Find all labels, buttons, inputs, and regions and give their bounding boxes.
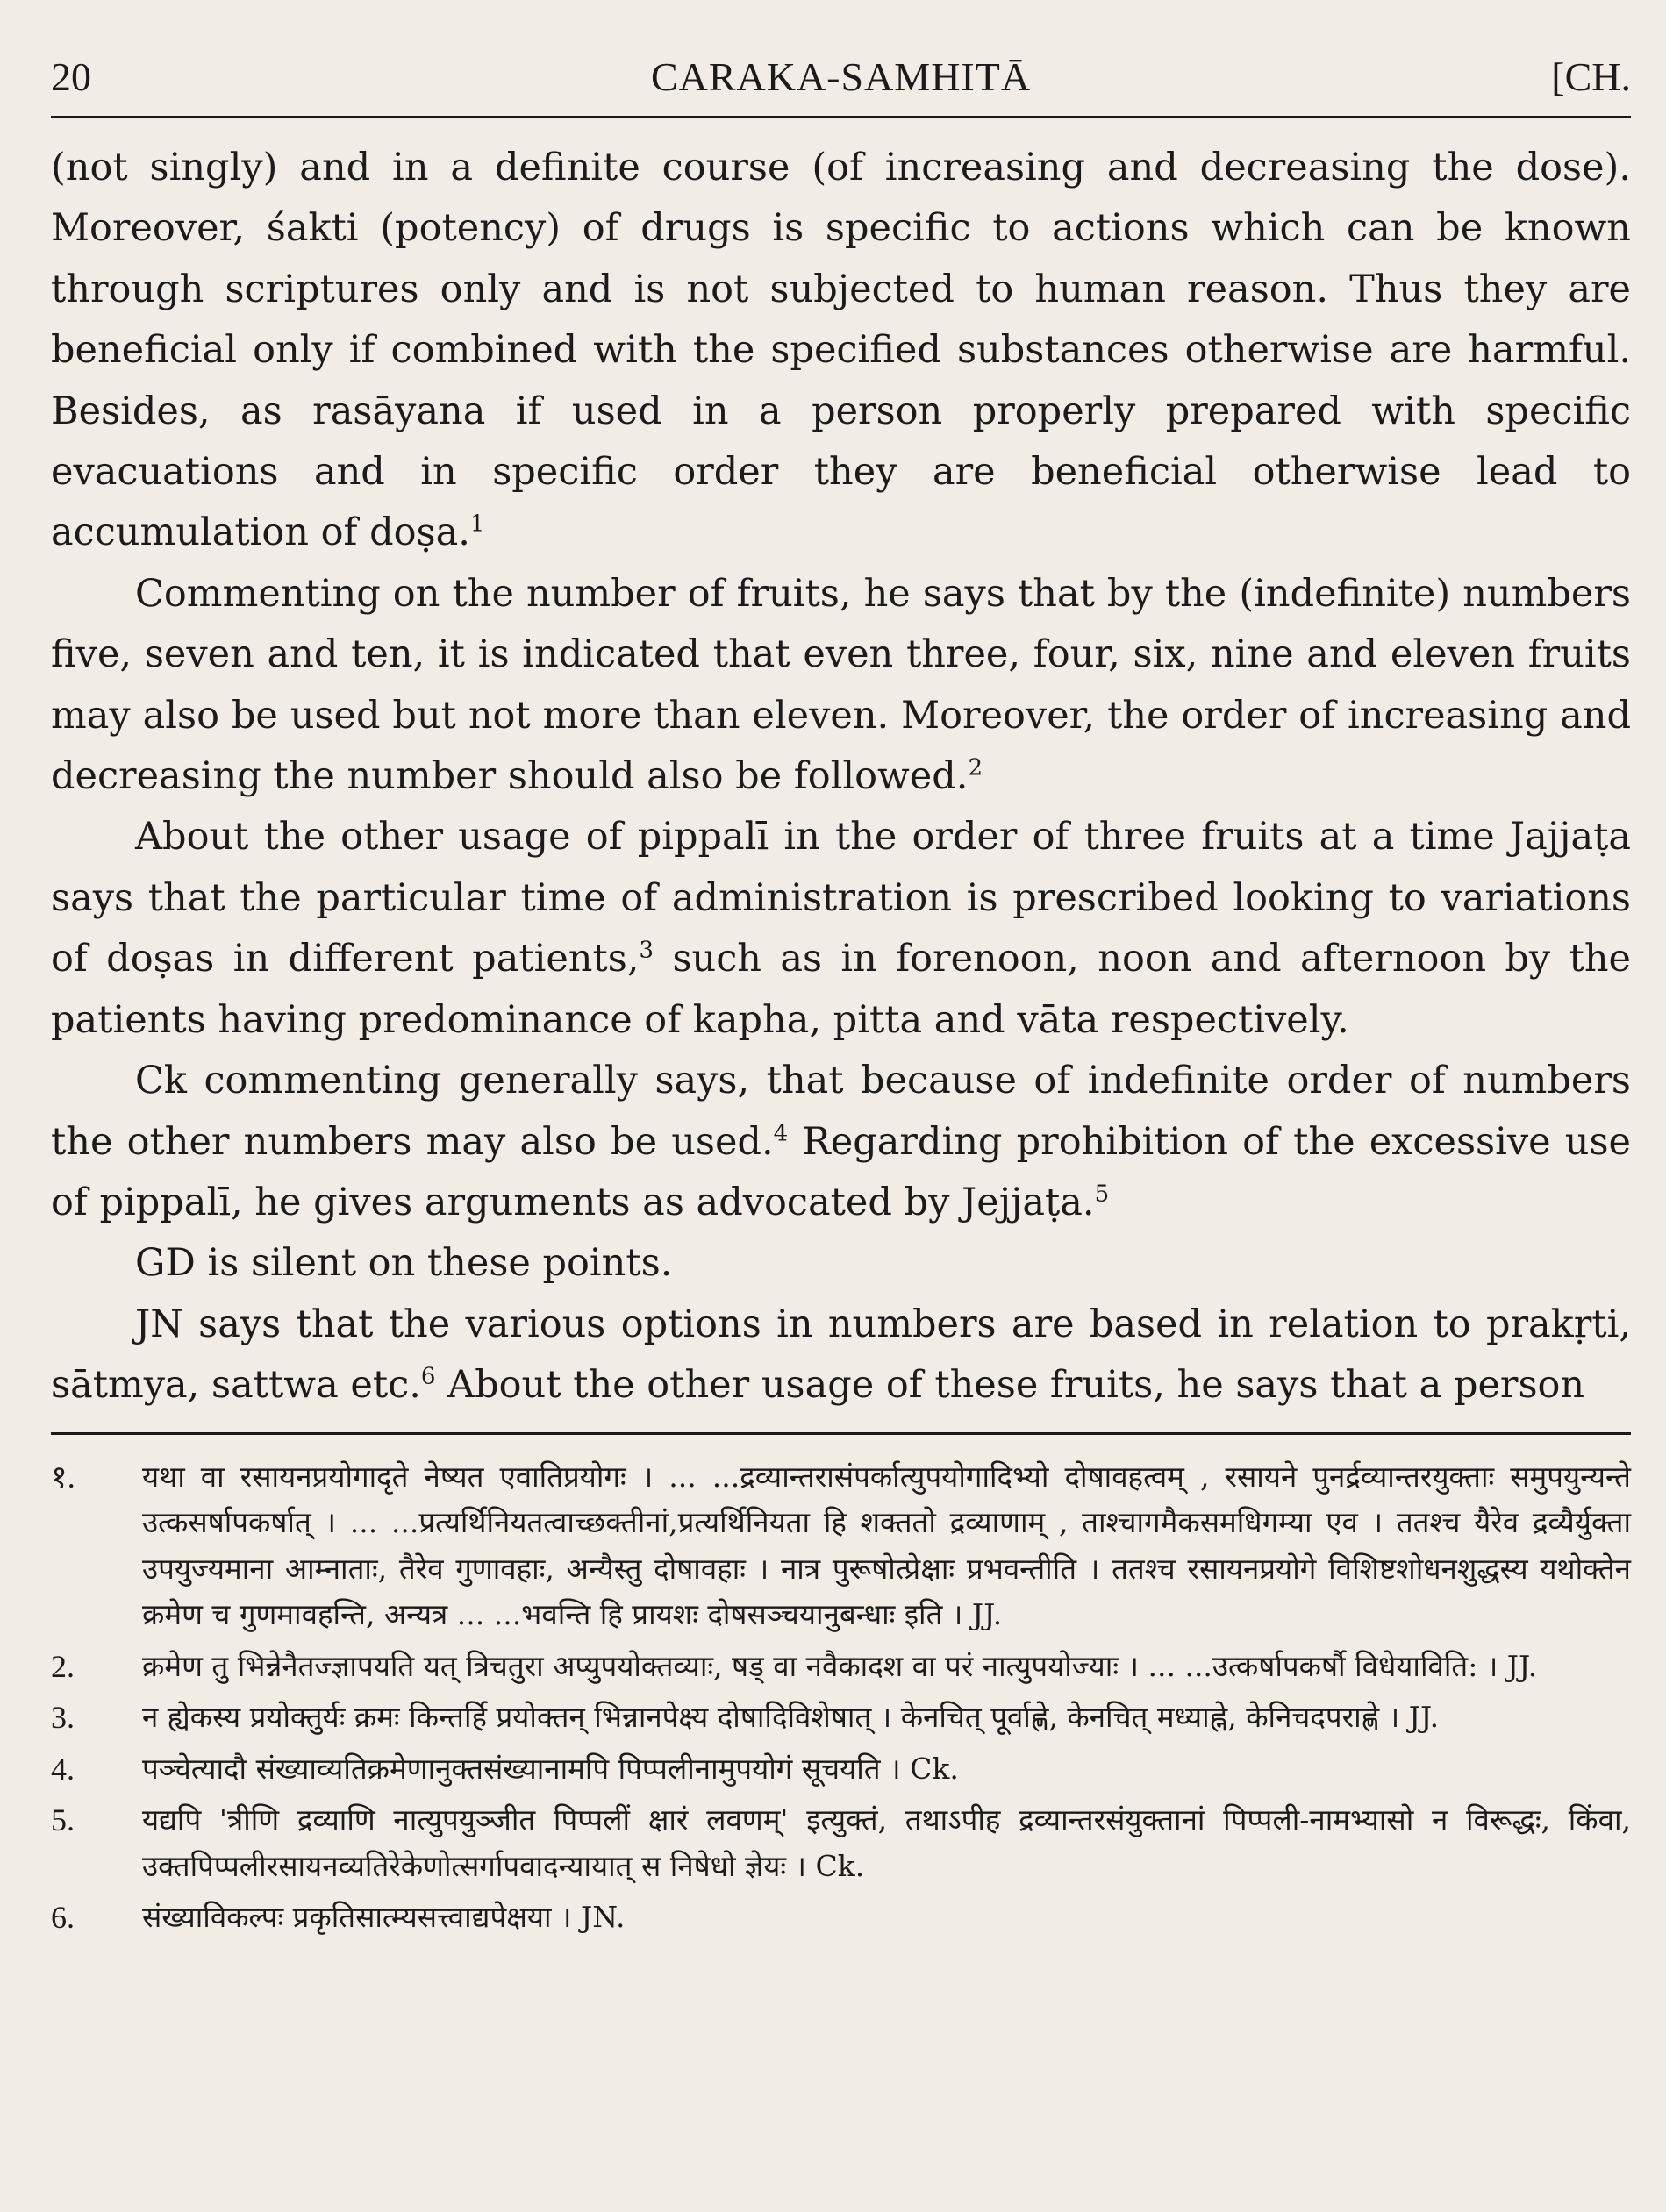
page-number: 20 (51, 54, 91, 99)
footnote-ref: 2 (968, 754, 983, 781)
paragraph: Commenting on the number of fruits, he says that by the (indefinite) numbers five, seven and ten, it is indicated that even three, four, six, nine and eleven fruits may also be used but not more than eleven. Moreover, the order of increasing and decreasing the number should also be followed.$^2$ (51, 571, 1631, 799)
footnote (51, 1695, 1631, 1741)
running-title: CARAKA-SAMHITĀ (650, 54, 1032, 99)
footnote-text: न ह्येकस्य प्रयोक्तुर्यः क्रमः किन्तर्हि प्रयोक्तन् भिन्नानपेक्ष्य दोषादिविशेषात् । केनचित् पूर्वाह्णे, केनचित् मध्याह्ने, केनिचदपराह्णे । JJ. (142, 1700, 1440, 1735)
footnote-text: पञ्चेत्यादौ संख्याव्यतिक्रमेणानुक्तसंख्यानामपि पिप्पलीनामुपयोगं सूचयति । Ck. (142, 1751, 959, 1786)
footnote-text: यथा वा रसायनप्रयोगादृते नेष्यत एवातिप्रयोगः । ... ...द्रव्यान्तरासंपर्कात्युपयोगादिभ्यो दोषावहत्वम् , रसायने पुनर्द्रव्यान्तरयुक्ताः समुपयुन्यन्ते उत्कसर्षापकर्षात् । ... ...प्रत्यर्थिनियतत्वाच्छक्तीनां,प्रत्यर्थिनियता हि शक्ततो द्रव्याणाम् , ताश्चागमैकसमधिगम्या एव । ततश्च यैरेव द्रव्यैर्युक्ता उपयुज्यमाना आम्नाताः, तैरेव गुणावहाः, अन्यैस्तु दोषावहाः । नात्र पुरूषोत्प्रेक्षाः प्रभवन्तीति । ततश्च रसायनप्रयोगे विशिष्टशोधनशुद्धस्य यथोक्तेन क्रमेण च गुणमावहन्ति, अन्यत्र ... ...भवन्ति हि प्रायशः दोषसञ्चयानुबन्धाः इति । JJ. (142, 1459, 1631, 1632)
footnote-ref: 1 (469, 511, 485, 539)
running-header (51, 53, 1631, 114)
footnote-ref: 3 (639, 937, 654, 964)
footnote-number: 2. (51, 1648, 75, 1684)
header-rule (51, 116, 1631, 118)
footnote-ref: 6 (420, 1363, 436, 1390)
footnotes (51, 1454, 1631, 1941)
main-text (51, 138, 1631, 1416)
chapter-marker: [CH. (1551, 54, 1631, 99)
footnote-number: 6. (51, 1900, 75, 1936)
footnote-text: यद्यपि 'त्रीणि द्रव्याणि नात्युपयुञ्जीत पिप्पलीं क्षारं लवणम्' इत्युक्तं, तथाऽपीह द्रव्यान्तरसंयुक्तानां पिप्पली-नामभ्यासो न विरूद्धः, किंवा, उक्तपिप्पलीरसायनव्यतिरेकेणोत्सर्गापवादन्यायात् स निषेधो ज्ञेयः । Ck. (142, 1802, 1631, 1883)
footnote (51, 1454, 1631, 1638)
footnote-rule (51, 1432, 1631, 1435)
footnote (51, 1797, 1631, 1889)
footnote (51, 1894, 1631, 1941)
footnote-text: संख्याविकल्पः प्रकृतिसात्म्यसत्त्वाद्यपेक्षया । JN. (142, 1900, 626, 1935)
footnote (51, 1746, 1631, 1793)
footnote-ref: 4 (773, 1120, 789, 1147)
footnote-ref: 5 (1094, 1181, 1110, 1208)
paragraph: Ck commenting generally says, that because of indefinite order of numbers the other numbers may also be used.$^4$ Regarding prohibition of the excessive use of pippalī, he gives arguments as advocated by Jejjaṭa.$^5$ (51, 1059, 1631, 1224)
paragraph: (not singly) and in a definite course (of increasing and decreasing the dose). Moreover, śakti (potency) of drugs is specific to actions which can be known through scriptures only and is not subjected to human reason. Thus they are beneficial only if combined with the specified substances otherwise are harmful. Besides, as rasāyana if used in a person properly prepared with specific evacuations and in specific order they are beneficial otherwise lead to accumulation of doṣa.$^1$ (51, 146, 1631, 555)
footnote-text: क्रमेण तु भिन्नेनैतज्ज्ञापयति यत् त्रिचतुरा अप्युपयोक्तव्याः, षड् वा नवैकादश वा परं नात्युपयोज्याः । ... ...उत्कर्षापकर्षौ विधेयाविति: । JJ. (142, 1648, 1538, 1683)
paragraph: JN says that the various options in numbers are based in relation to prakṛti, sātmya, sattwa etc.$^6$ About the other usage of these fruits, he says that a person (51, 1302, 1631, 1408)
footnote (51, 1644, 1631, 1690)
footnote-number: 4. (51, 1751, 75, 1787)
footnote-number: 5. (51, 1802, 75, 1838)
paragraph: GD is silent on these points. (135, 1241, 673, 1286)
paragraph: About the other usage of pippalī in the order of three fruits at a time Jajjaṭa says that the particular time of administration is prescribed looking to variations of doṣas in different patients,$^3$ such as in forenoon, noon and afternoon by the patients having predominance of kapha, pitta and vāta respectively. (51, 815, 1631, 1042)
footnote-number: 3. (51, 1700, 75, 1736)
footnote-number: १. (51, 1459, 75, 1495)
